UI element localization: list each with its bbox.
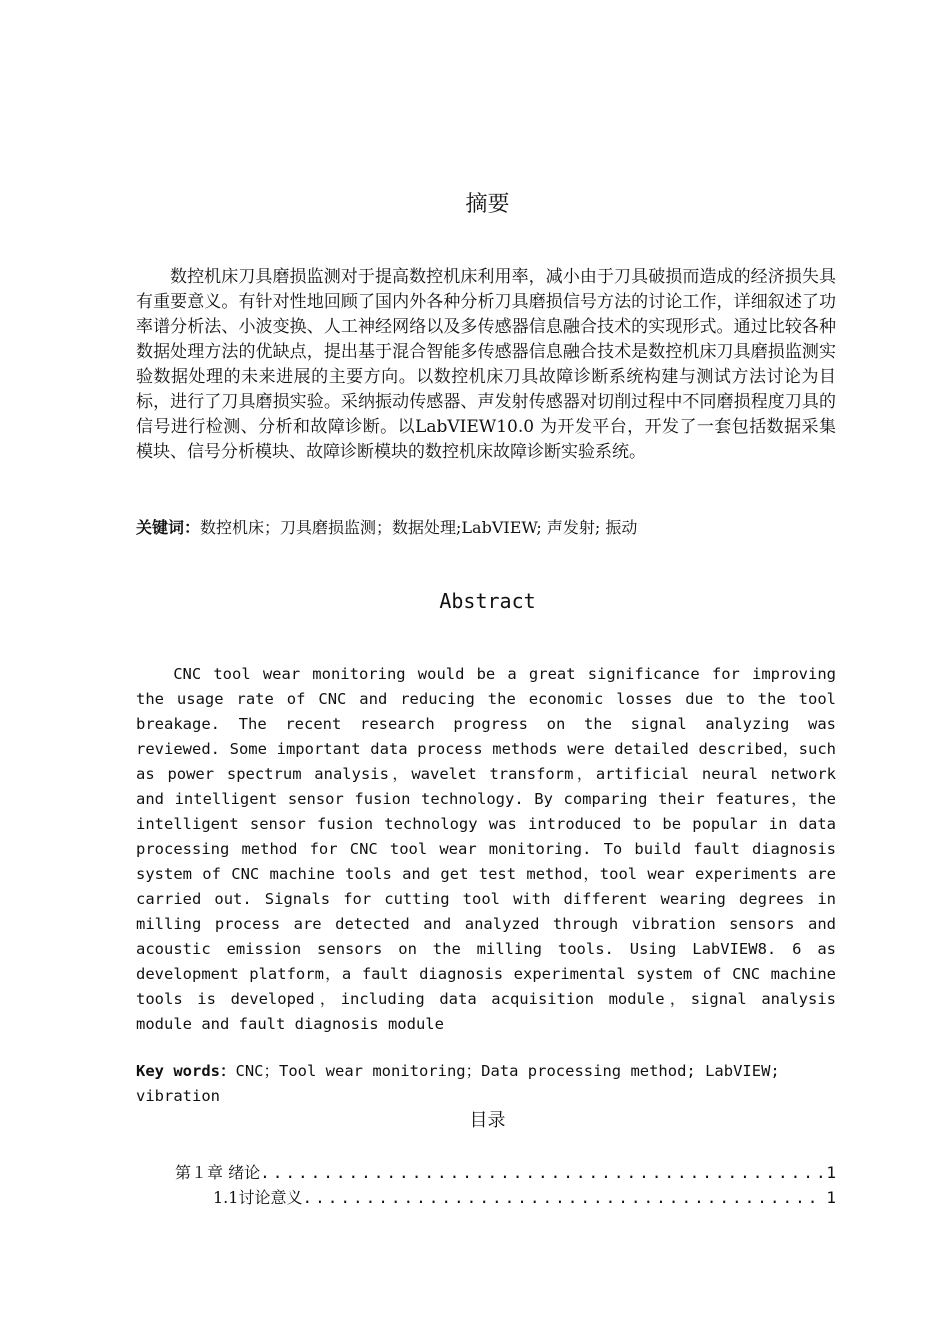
toc-title: 目录 (469, 1110, 506, 1131)
abstract-en-title: Abstract (439, 589, 536, 613)
keywords-cn-text: 数控机床；刀具磨损监测；数据处理;LabVIEW; 声发射; 振动 (200, 518, 638, 537)
keywords-en (136, 1059, 836, 1109)
toc-entry[interactable] (213, 1185, 836, 1210)
keywords-en-label: Key words： (136, 1062, 236, 1080)
toc-entry-label: 第１章 绪论 (175, 1163, 261, 1182)
abstract-cn-title: 摘要 (465, 192, 510, 217)
toc-entry[interactable] (175, 1160, 836, 1185)
toc-leader-dots (302, 1185, 824, 1210)
keywords-cn-label: 关键词： (136, 518, 201, 537)
toc-leader-dots (260, 1160, 824, 1185)
keywords-en-text: CNC；Tool wear monitoring；Data processing method; LabVIEW; vibration (136, 1062, 780, 1105)
abstract-cn-body: 数控机床刀具磨损监测对于提高数控机床利用率，减小由于刀具破损而造成的经济损失具有重要意义。有针对性地回顾了国内外各种分析刀具磨损信号方法的讨论工作，详细叙述了功率谱分析法、小波变换、人工神经网络以及多传感器信息融合技术的实现形式。通过比较各种数据处理方法的优缺点，提出基于混合智能多传感器信息融合技术是数控机床刀具磨损监测实验数据处理的未来进展的主要方向。以数控机床刀具故障诊断系统构建与测试方法讨论为目标，进行了刀具磨损实验。采纳振动传感器、声发射传感器对切削过程中不同磨损程度刀具的信号进行检测、分析和故障诊断。以LabVIEW10.0 为开发平台，开发了一套包括数据采集模块、信号分析模块、故障诊断模块的数控机床故障诊断实验系统。 (136, 267, 836, 462)
keywords-cn (136, 515, 836, 540)
toc-entry-label: 1.1讨论意义 (213, 1188, 303, 1207)
abstract-en-body: CNC tool wear monitoring would be a great significance for improving the usage rate of CNC and reducing the economic losses due to the tool breakage. The recent research progress on the signal analyzing was reviewed. Some important data process methods were detailed described，such as power spectrum analysis，wavelet transform，artificial neural network and intelligent sensor fusion technology. By comparing their features，the intelligent sensor fusion technology was introduced to be popular in data processing method for CNC tool wear monitoring. To build fault diagnosis system of CNC machine tools and get test method，tool wear experiments are carried out. Signals for cutting tool with different wearing degrees in milling process are detected and analyzed through vibration sensors and acoustic emission sensors on the milling tools. Using LabVIEW8. 6 as development platform，a fault diagnosis experimental system of CNC machine tools is developed，including data acquisition module，signal analysis module and fault diagnosis module (136, 665, 836, 1033)
toc-entry-page: 1 (826, 1188, 836, 1207)
toc-entry-page: 1 (826, 1163, 836, 1182)
